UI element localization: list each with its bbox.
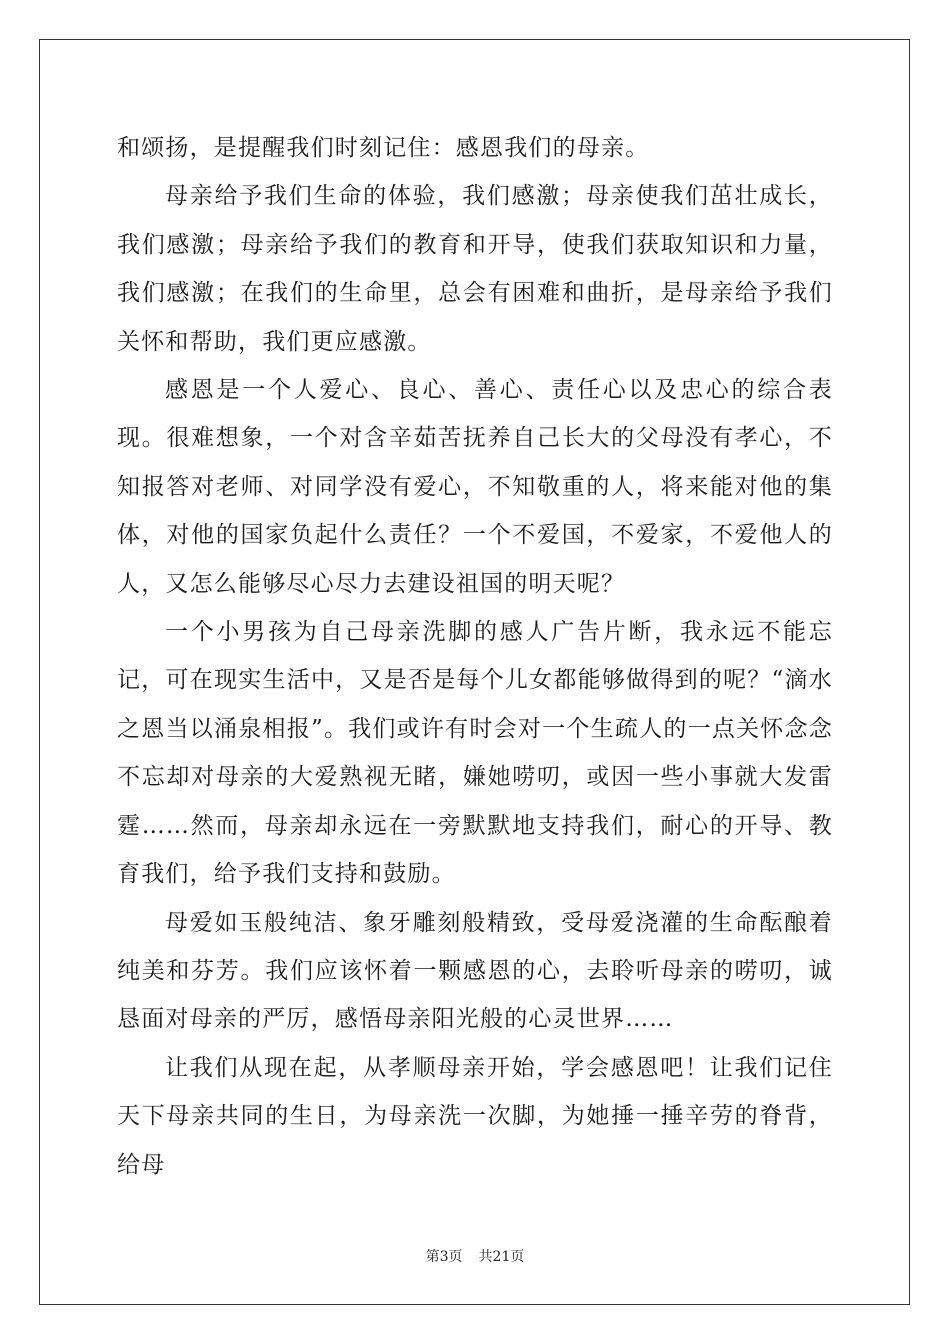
paragraph-2: 母亲给予我们生命的体验，我们感激；母亲使我们茁壮成长，我们感激；母亲给予我们的教育和开导，使我们获取知识和力量，我们感激；在我们的生命里，总会有困难和曲折，是母亲给予我们关怀和帮助，我们更应感激。 [117, 183, 833, 355]
page-footer [0, 1248, 950, 1266]
paragraph-4: 一个小男孩为自己母亲洗脚的感人广告片断，我永远不能忘记，可在现实生活中，又是否是每个儿女都能够做得到的呢？“滴水之恩当以涌泉相报”。我们或许有时会对一个生疏人的一点关怀念念不忘却对母亲的大爱熟视无睹，嫌她唠叨，或因一些小事就大发雷霆……然而，母亲却永远在一旁默默地支持我们，耐心的开导、教育我们，给予我们支持和鼓励。 [117, 619, 833, 888]
page-total: 共21页 [478, 1249, 525, 1265]
paragraph-3: 感恩是一个人爱心、良心、善心、责任心以及忠心的综合表现。很难想象，一个对含辛茹苦抚养自己长大的父母没有孝心，不知报答对老师、对同学没有爱心，不知敬重的人，将来能对他的集体，对他的国家负起什么责任？一个不爱国，不爱家，不爱他人的人，又怎么能够尽心尽力去建设祖国的明天呢？ [117, 377, 833, 597]
paragraph-6: 让我们从现在起，从孝顺母亲开始，学会感恩吧！让我们记住天下母亲共同的生日，为母亲洗一次脚，为她捶一捶辛劳的脊背，给母 [117, 1054, 833, 1178]
page-number: 第3页 [425, 1249, 463, 1265]
paragraph-5: 母爱如玉般纯洁、象牙雕刻般精致，受母爱浇灌的生命酝酿着纯美和芬芳。我们应该怀着一颗感恩的心，去聆听母亲的唠叨，诚恳面对母亲的严厉，感悟母亲阳光般的心灵世界…… [117, 909, 833, 1033]
document-body [117, 124, 833, 1189]
paragraph-1: 和颂扬，是提醒我们时刻记住：感恩我们的母亲。 [117, 135, 650, 161]
